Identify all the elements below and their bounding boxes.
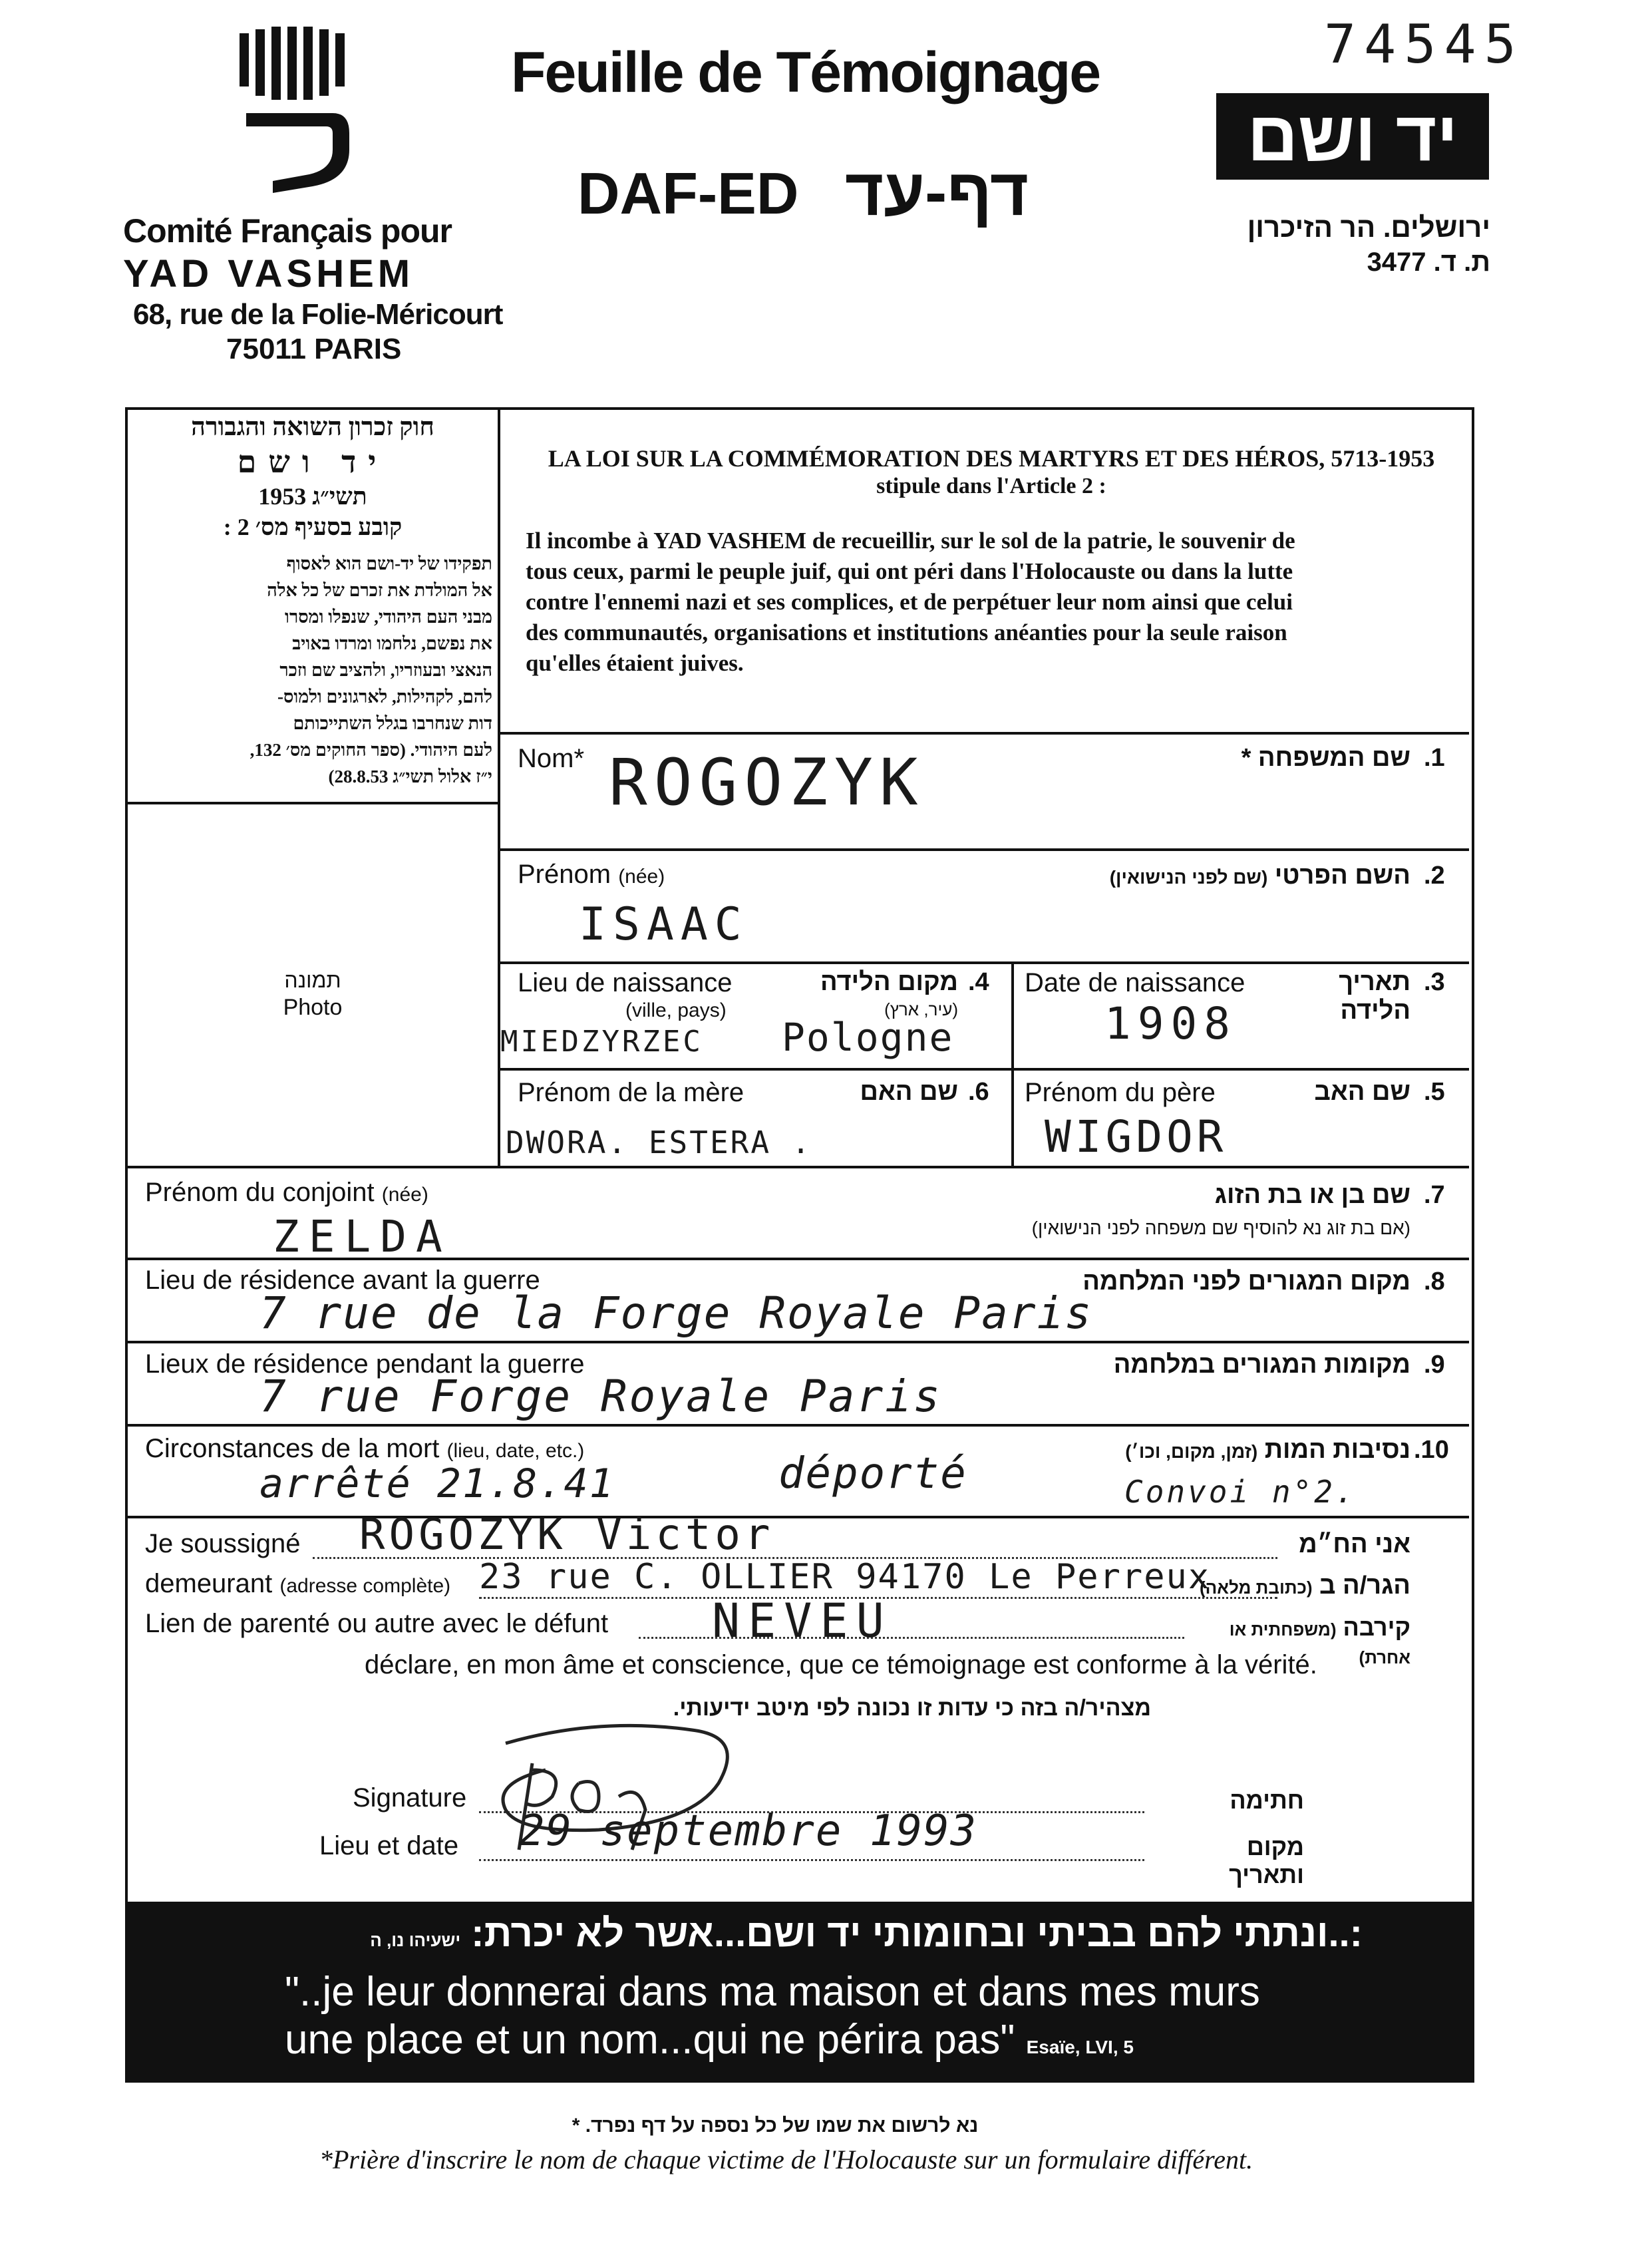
law-hebrew-body: אל המולדת את זכרם של כל אלה	[267, 580, 492, 600]
declaration-french: déclare, en mon âme et conscience, que ce témoignage est conforme à la vérité.	[365, 1650, 1317, 1679]
residence-pendant-hebrew: מקומות המגורים במלחמה	[1113, 1351, 1410, 1379]
prenom-label	[518, 860, 665, 890]
prenom-label-small: (née)	[618, 866, 665, 888]
prenom-mere-value[interactable]: DWORA. ESTERA .	[506, 1124, 812, 1160]
logo-right-text: יד ושם	[1247, 97, 1458, 176]
page-title: Feuille de Témoignage	[511, 41, 1100, 104]
stamp-number: 74545	[1324, 13, 1524, 75]
law-french	[526, 444, 1457, 679]
banner-french-2-text: une place et un nom...qui ne périra pas"	[285, 2017, 1015, 2063]
residence-pendant-value[interactable]: 7 rue Forge Royale Paris	[259, 1371, 942, 1422]
circonstances-convoy[interactable]: Convoi n°2.	[1124, 1474, 1357, 1510]
residence-avant-label: Lieu de résidence avant la guerre	[145, 1266, 540, 1295]
law-french-body: contre l'ennemi nazi et ses complices, et de perpétuer leur nom ainsi que celui	[526, 589, 1293, 615]
demeurant-label-small: (adresse complète)	[279, 1575, 451, 1597]
lieu-date-hebrew: מקום ותאריך	[1229, 1833, 1304, 1888]
lien-value[interactable]: NEVEU	[712, 1594, 892, 1648]
prenom-hebrew-small: (שם לפני הנישואין)	[1109, 867, 1268, 888]
declaration-hebrew: מצהיר/ה בזה כי עדות זו נכונה לפי מיטב ידיעותי.	[673, 1695, 1151, 1721]
yad-vashem-logo-icon	[233, 27, 359, 200]
conjoint-number: .7	[1424, 1181, 1445, 1209]
circonstances-event[interactable]: déporté	[778, 1449, 967, 1498]
law-french-body: des communautés, organisations et institutions anéanties pour la seule raison	[526, 619, 1287, 645]
circonstances-date[interactable]: arrêté 21.8.41	[259, 1461, 615, 1507]
conjoint-label-text: Prénom du conjoint	[145, 1178, 375, 1207]
lieu-naissance-city[interactable]: MIEDZYRZEC	[500, 1025, 703, 1059]
banner-french-1: "..je leur donnerai dans ma maison et dans mes murs	[285, 1969, 1260, 2015]
prenom-pere-hebrew: שם האב	[1314, 1078, 1410, 1106]
lien-label: Lien de parenté ou autre avec le défunt	[145, 1609, 609, 1638]
prenom-mere-label: Prénom de la mère	[518, 1078, 744, 1107]
lieu-naissance-label: Lieu de naissance	[518, 968, 733, 997]
banner-hebrew-ref: ישעיהו נו, ה	[370, 1930, 461, 1950]
photo-label-hebrew: תמונה	[284, 968, 341, 992]
lieu-date-label: Lieu et date	[319, 1831, 459, 1860]
conjoint-value[interactable]: ZELDA	[273, 1211, 452, 1262]
prenom-value[interactable]: ISAAC	[579, 898, 748, 951]
footer-french: *Prière d'inscrire le nom de chaque victime de l'Holocauste sur un formulaire différent.	[319, 2145, 1253, 2174]
lieu-naissance-label-small: (ville, pays)	[625, 999, 727, 1021]
prenom-hebrew-text: השם הפרטי	[1274, 862, 1410, 890]
law-hebrew-body: לעם היהודי. (ספר החוקים מס׳ 132,	[249, 740, 492, 760]
prenom-pere-number: .5	[1424, 1078, 1445, 1106]
org-line4: 75011 PARIS	[226, 333, 402, 365]
demeurant-hebrew-text: הגר/ה ב	[1319, 1572, 1410, 1600]
lien-hebrew-text: קירבה	[1343, 1614, 1410, 1641]
circonstances-hebrew-text: נסיבות המות	[1264, 1436, 1410, 1464]
prenom-number: .2	[1424, 862, 1445, 890]
right-address-2: ת. ד. 3477	[1367, 248, 1490, 277]
nom-value[interactable]: ROGOZYK	[609, 745, 925, 820]
org-line2: YAD VASHEM	[123, 252, 414, 295]
law-french-subtitle: stipule dans l'Article 2 :	[876, 474, 1106, 498]
law-hebrew	[133, 413, 492, 790]
conjoint-hebrew-small: (אם בת זוג נא להוסיף שם משפחה לפני הנישואין)	[1031, 1218, 1410, 1238]
demeurant-label-text: demeurant	[145, 1569, 273, 1598]
circonstances-hebrew-small: (זמן, מקום, וכו׳)	[1125, 1441, 1258, 1462]
banner-french-ref: Esaïe, LVI, 5	[1026, 2037, 1134, 2057]
soussigne-value[interactable]: ROGOZYK Victor	[359, 1510, 774, 1560]
signature-label: Signature	[353, 1783, 467, 1813]
banner-french-2	[285, 2016, 1134, 2063]
law-hebrew-line2: יד ושם	[237, 445, 389, 479]
prenom-hebrew	[985, 862, 1410, 890]
nom-label: Nom*	[518, 744, 585, 773]
org-line3: 68, rue de la Folie-Méricourt	[133, 298, 503, 331]
nom-number: .1	[1424, 744, 1445, 772]
prenom-mere-number: .6	[968, 1078, 989, 1106]
demeurant-value[interactable]: 23 rue C. OLLIER 94170 Le Perreux	[479, 1557, 1211, 1597]
right-address-1: ירושלים. הר הזיכרון	[1247, 212, 1490, 243]
prenom-pere-value[interactable]: WIGDOR	[1045, 1111, 1228, 1162]
date-naissance-value[interactable]: 1908	[1104, 998, 1237, 1049]
date-naissance-number: .3	[1424, 968, 1445, 996]
prenom-label-text: Prénom	[518, 860, 611, 889]
residence-avant-hebrew: מקום המגורים לפני המלחמה	[1082, 1268, 1410, 1296]
law-hebrew-line1: חוק זכרון השואה והגבורה	[191, 413, 434, 441]
lieu-naissance-number: .4	[968, 968, 989, 996]
nom-hebrew: שם המשפחה *	[1241, 744, 1410, 772]
yad-vashem-logo-right	[1216, 93, 1489, 180]
signature-hebrew: חתימה	[1230, 1787, 1304, 1814]
residence-pendant-number: .9	[1424, 1351, 1445, 1379]
law-french-body: qu'elles étaient juives.	[526, 650, 744, 676]
law-hebrew-body: תפקידו של יד-ושם הוא לאסוף	[286, 554, 492, 574]
banner-hebrew	[125, 1911, 1363, 1956]
lieu-naissance-country[interactable]: Pologne	[782, 1015, 954, 1060]
residence-avant-value[interactable]: 7 rue de la Forge Royale Paris	[259, 1288, 1093, 1339]
prenom-pere-label: Prénom du père	[1025, 1078, 1216, 1107]
law-hebrew-body: להם, לקהילות, לארגונים ולמוס-	[277, 687, 492, 707]
lieu-date-value[interactable]: 29 septembre 1993	[519, 1807, 978, 1856]
prenom-mere-hebrew: שם האם	[860, 1078, 958, 1106]
law-hebrew-body: י״ז אלול תשי״ג 28.8.53)	[328, 767, 492, 786]
subtitle-latin: DAF-ED	[578, 160, 799, 226]
residence-avant-number: .8	[1424, 1268, 1445, 1296]
banner-hebrew-text: :..ונתתי להם בביתי ובחומותי יד ושם...אשר לא יכרת:	[471, 1912, 1363, 1955]
circonstances-label	[145, 1434, 584, 1464]
law-hebrew-body: הנאצי ובעוזריו, ולהציב שם וזכר	[279, 660, 492, 680]
conjoint-label-small: (née)	[381, 1184, 428, 1206]
soussigne-hebrew: אני הח״מ	[1299, 1530, 1410, 1558]
demeurant-hebrew-small: (כתובת מלאה)	[1199, 1578, 1313, 1598]
law-french-body: tous ceux, parmi le peuple juif, qui ont péri dans l'Holocauste ou dans la lutte	[526, 558, 1293, 584]
org-line1: Comité Français pour	[123, 212, 452, 250]
law-french-title: LA LOI SUR LA COMMÉMORATION DES MARTYRS ET DES HÉROS, 5713-1953	[548, 445, 1435, 472]
lieu-naissance-hebrew: מקום הלידה	[820, 968, 958, 996]
circonstances-hebrew	[1065, 1436, 1410, 1465]
quote-banner	[125, 1902, 1474, 2083]
subtitle-hebrew: דף-עד	[845, 155, 1029, 230]
conjoint-hebrew: שם בן או בת הזוג	[1214, 1181, 1410, 1209]
law-hebrew-body: דות שנחרבו בגלל השתייכותם	[293, 713, 492, 733]
circonstances-label-small: (lieu, date, etc.)	[446, 1440, 585, 1462]
law-hebrew-line4: קובע בסעיף מס׳ 2 :	[223, 514, 403, 540]
date-naissance-label: Date de naissance	[1025, 968, 1245, 997]
circonstances-label-text: Circonstances de la mort	[145, 1434, 440, 1463]
conjoint-label	[145, 1178, 428, 1208]
soussigne-label: Je soussigné	[145, 1529, 301, 1558]
date-naissance-hebrew: תאריך הלידה	[1339, 968, 1410, 1025]
footer-hebrew: נא לרשום את שמו של כל נספה על דף נפרד. *	[572, 2115, 979, 2137]
law-hebrew-body: מבני העם היהודי, שנפלו ומסרו	[285, 607, 492, 627]
photo-label: Photo	[283, 995, 343, 1020]
demeurant-label	[145, 1569, 450, 1599]
lien-hebrew-small: (משפחתית או אחרת)	[1229, 1620, 1410, 1667]
law-hebrew-line3: תשי״ג 1953	[258, 483, 367, 510]
lieu-naissance-hebrew-small: (עיר, ארץ)	[884, 999, 958, 1019]
law-hebrew-body: את נפשם, נלחמו ומרדו באויב	[292, 633, 492, 653]
residence-pendant-label: Lieux de résidence pendant la guerre	[145, 1349, 585, 1379]
circonstances-number: .10	[1414, 1436, 1449, 1464]
law-french-body: Il incombe à YAD VASHEM de recueillir, sur le sol de la patrie, le souvenir de	[526, 528, 1295, 554]
